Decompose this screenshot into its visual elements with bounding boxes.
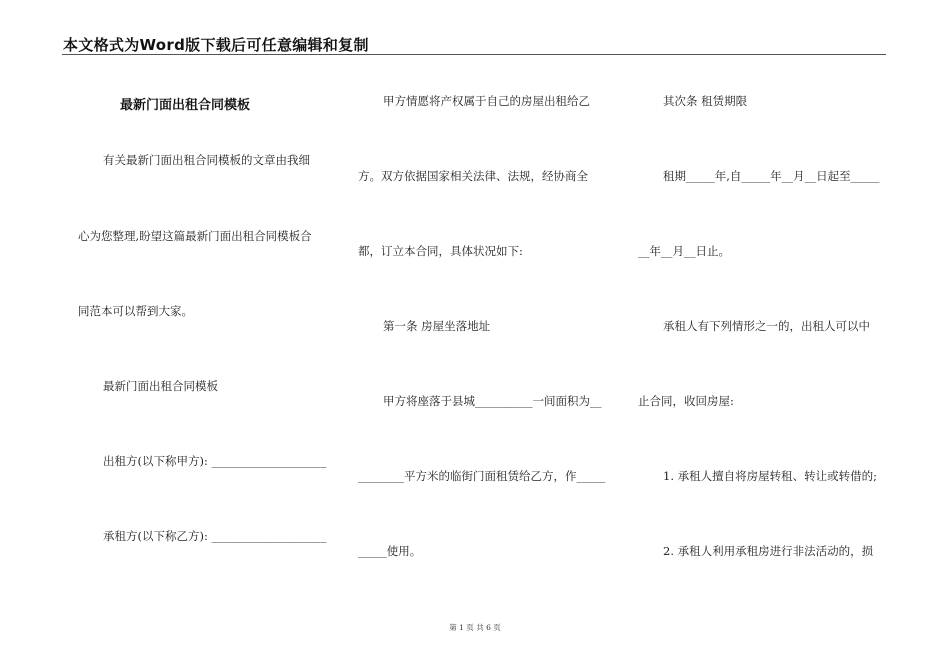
col2-line-7: _____使用。 — [358, 544, 422, 558]
col2-line-5: 甲方将座落于县城__________一间面积为__ — [383, 394, 602, 408]
col3-line-2: 租期_____年,自_____年__月__日起至_____ — [663, 169, 880, 183]
col2-line-1: 甲方情愿将产权属于自己的房屋出租给乙 — [383, 94, 590, 108]
col1-line-4: 最新门面出租合同模板 — [103, 379, 218, 393]
col2-line-6: ________平方米的临街门面租赁给乙方，作_____ — [358, 469, 606, 483]
col1-line-3: 同范本可以帮到大家。 — [78, 304, 193, 318]
col3-line-5: 止合同，收回房屋: — [638, 394, 734, 408]
page-number-footer: 第 1 页 共 6 页 — [449, 623, 501, 632]
col2-line-2: 方。双方依据国家相关法律、法规，经协商全 — [358, 169, 588, 183]
page-header-title: 本文格式为Word版下载后可任意编辑和复制 — [63, 36, 369, 54]
col3-line-3: __年__月__日止。 — [638, 244, 730, 258]
col2-line-3: 都，订立本合同，具体状况如下: — [358, 244, 523, 258]
col1-line-1: 有关最新门面出租合同模板的文章由我细 — [103, 153, 310, 167]
col1-line-5: 出租方(以下称甲方): ____________________ — [103, 454, 327, 468]
col2-line-4: 第一条 房屋坐落地址 — [383, 319, 491, 333]
header-divider — [62, 54, 886, 55]
col1-line-6: 承租方(以下称乙方): ____________________ — [103, 529, 327, 543]
col3-line-4: 承租人有下列情形之一的，出租人可以中 — [663, 319, 870, 333]
col3-line-1: 其次条 租赁期限 — [663, 94, 748, 108]
col3-line-7: 2. 承租人利用承租房进行非法活动的，损 — [663, 544, 874, 558]
document-title: 最新门面出租合同模板 — [120, 98, 251, 113]
col3-line-6: 1. 承租人擅自将房屋转租、转让或转借的; — [663, 469, 878, 483]
col1-line-2: 心为您整理,盼望这篇最新门面出租合同模板合 — [78, 229, 312, 243]
